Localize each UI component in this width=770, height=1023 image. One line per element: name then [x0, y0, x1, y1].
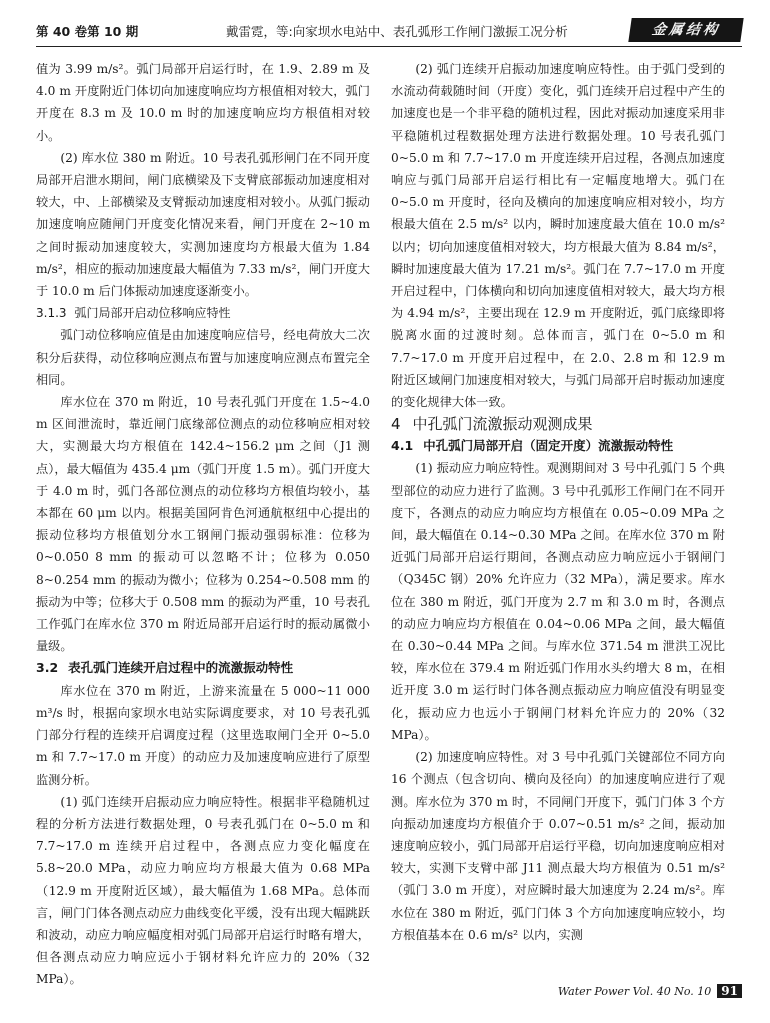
paragraph: (2) 库水位 380 m 附近。10 号表孔弧形闸门在不同开度局部开启泄水期间，闸门底横梁及下支臂底部振动加速度相对较大，中、上部横梁及支臂振动加速度相对较小。从弧门振动加速度响应随闸门开度变化情况来看，闸门开度在 2~10 m 之间时振动加速度较大，实测加速度均方根最大值为 1.84 m/s²，相应的振动加速度最大幅值为 7.33 m/s²，闸门开度大于 10.0 m 后门体振动加速度逐渐变小。	[36, 150, 370, 299]
section-heading-4-1	[391, 435, 725, 457]
section-logo: 金属结构	[628, 18, 743, 42]
heading-title: 中孔弧门流激振动观测成果	[412, 415, 593, 434]
page-header	[36, 18, 742, 46]
section-heading-3-2	[36, 657, 370, 679]
paragraph: 库水位在 370 m 附近，上游来流量在 5 000~11 000 m³/s 时，根据向家坝水电站实际调度要求，对 10 号表孔弧门部分行程的连续开启调度过程（这里选取闸门全开 0~5.0 m 和 7.7~17.0 m 开度）的动应力及加速度响应进行了原型监测分析。	[36, 683, 370, 787]
heading-number: 4.1	[391, 438, 414, 454]
volume-issue: 第 40 卷第 10 期	[36, 24, 139, 39]
heading-number: 3.2	[36, 660, 59, 676]
journal-info: Water Power Vol. 40 No. 10	[557, 985, 712, 998]
paragraph: 值为 3.99 m/s²。弧门局部开启运行时，在 1.9、2.89 m 及 4.0 m 开度附近门体切向加速度响应均方根值相对较大，弧门开度在 8.3 m 及 10.0 m 时的加速度响应均方根值相对较小。	[36, 62, 370, 143]
page-number: 91	[717, 984, 742, 998]
running-title: 戴雷霓，等:向家坝水电站中、表孔弧形工作闸门激振工况分析	[226, 24, 568, 39]
heading-title: 弧门局部开启动位移响应特性	[74, 306, 231, 321]
section-heading-4	[391, 413, 725, 435]
heading-title: 中孔弧门局部开启（固定开度）流激振动特性	[423, 438, 674, 454]
heading-number: 3.1.3	[36, 306, 67, 321]
paragraph: (2) 加速度响应特性。对 3 号中孔弧门关键部位不同方向 16 个测点（包含切向、横向及径向）的加速度响应进行了观测。库水位为 370 m 时，不同闸门开度下，弧门门体 3 个方向振动加速度均方根值介于 0.07~0.51 m/s² 之间，振动加速度响应较小，弧门局部开启运行平稳，切向加速度响应相对较大，实测下支臂中部 J11 测点最大均方根值为 0.51 m/s²（弧门 3.0 m 开度），对应瞬时最大加速度为 2.24 m/s²。库水位在 380 m 附近，弧门门体 3 个方向加速度响应较小，均方根值基本在 0.6 m/s² 以内，实测	[391, 750, 725, 942]
page-footer	[558, 984, 742, 998]
header-rule	[36, 46, 742, 47]
left-column	[36, 58, 370, 991]
paragraph: (2) 弧门连续开启振动加速度响应特性。由于弧门受到的水流动荷载随时间（开度）变化，弧门连续开启过程中产生的加速度也是一个非平稳的随机过程，因此对振动加速度采用非平稳随机过程数据处理方法进行数据处理。10 号表孔弧门 0~5.0 m 和 7.7~17.0 m 开度连续开启过程，各测点加速度响应与弧门局部开启运行相比有一定幅度地增大。弧门在 0~5.0 m 开度时，径向及横向的加速度响应相对较小，均方根最大值在 2.5 m/s² 以内，瞬时加速度最大值在 10.0 m/s² 以内；切向加速度值相对较大，均方根最大值为 8.84 m/s²，瞬时加速度最大值为 17.21 m/s²。弧门在 7.7~17.0 m 开度开启过程中，门体横向和切向加速度值相对较大，最大均方根为 4.94 m/s²，主要出现在 12.9 m 开度附近，弧门底缘即将脱离水面的过渡时刻。总体而言，弧门在 0~5.0 m 和 7.7~17.0 m 开度开启过程中，在 2.0、2.8 m 和 12.9 m 附近区域闸门加速度相对较大，与弧门局部开启时振动加速度的变化规律大体一致。	[391, 62, 725, 410]
paragraph: 库水位在 370 m 附近，10 号表孔弧门开度在 1.5~4.0 m 区间泄流时，靠近闸门底缘部位测点的动位移响应相对较大，实测最大均方根值在 142.4~156.2 μm 之间（J1 测点），最大幅值为 435.4 μm（弧门开度 1.5 m）。弧门开度大于 4.0 m 时，弧门各部位测点的动位移均方根值均较小，基本都在 60 μm 以内。根据美国阿肯色河通航枢纽中心提出的振动位移均方根值划分水工钢闸门振动强弱标准：位移为 0~0.050 8 mm 的振动可以忽略不计；位移为 0.050 8~0.254 mm 的振动为微小；位移为 0.254~0.508 mm 的振动为中等；位移大于 0.508 mm 的振动为严重，10 号表孔工作弧门在库水位 370 m 附近局部开启运行时的振动属微小量级。	[36, 395, 370, 654]
heading-title: 表孔弧门连续开启过程中的流激振动特性	[68, 660, 294, 676]
paragraph: 弧门动位移响应值是由加速度响应信号，经电荷放大二次积分后获得，动位移响应测点布置与加速度响应测点布置完全相同。	[36, 328, 370, 387]
paragraph: (1) 弧门连续开启振动应力响应特性。根据非平稳随机过程的分析方法进行数据处理，0 号表孔弧门在 0~5.0 m 和 7.7~17.0 m 连续开启过程中，各测点应力变化幅度在 5.8~20.0 MPa，动应力响应均方根最大值为 0.68 MPa（12.9 m 开度附近区域），最大幅值为 1.68 MPa。总体而言，闸门门体各测点动应力曲线变化平缓，没有出现大幅跳跃和波动，动应力响应幅度相对弧门局部开启运行时略有增大，但各测点动应力响应远小于钢材料允许应力的 20%（32 MPa）。	[36, 794, 370, 987]
heading-number: 4	[391, 415, 401, 434]
paragraph: (1) 振动应力响应特性。观测期间对 3 号中孔弧门 5 个典型部位的动应力进行了监测。3 号中孔弧形工作闸门在不同开度下，各测点的动应力响应均方根值在 0.05~0.09 MPa 之间，最大幅值在 0.14~0.30 MPa 之间。在库水位 370 m 附近弧门局部开启运行期间，各测点动应力响应远小于钢闸门（Q345C 钢）20% 允许应力（32 MPa），满足要求。库水位在 380 m 附近，弧门开度为 2.7 m 和 3.0 m 时，各测点的动应力响应均方根值在 0.04~0.06 MPa 之间，最大幅值在 0.30~0.44 MPa 之间。与库水位 371.54 m 泄洪工况比较，库水位在 379.4 m 附近弧门作用水头约增大 8 m，在相近开度 3.0 m 运行时门体各测点振动应力响应值没有明显变化，振动应力也远小于钢闸门材料允许应力的 20%（32 MPa）。	[391, 461, 725, 742]
right-column	[391, 58, 725, 946]
subsection-heading-3-1-3	[36, 302, 370, 324]
